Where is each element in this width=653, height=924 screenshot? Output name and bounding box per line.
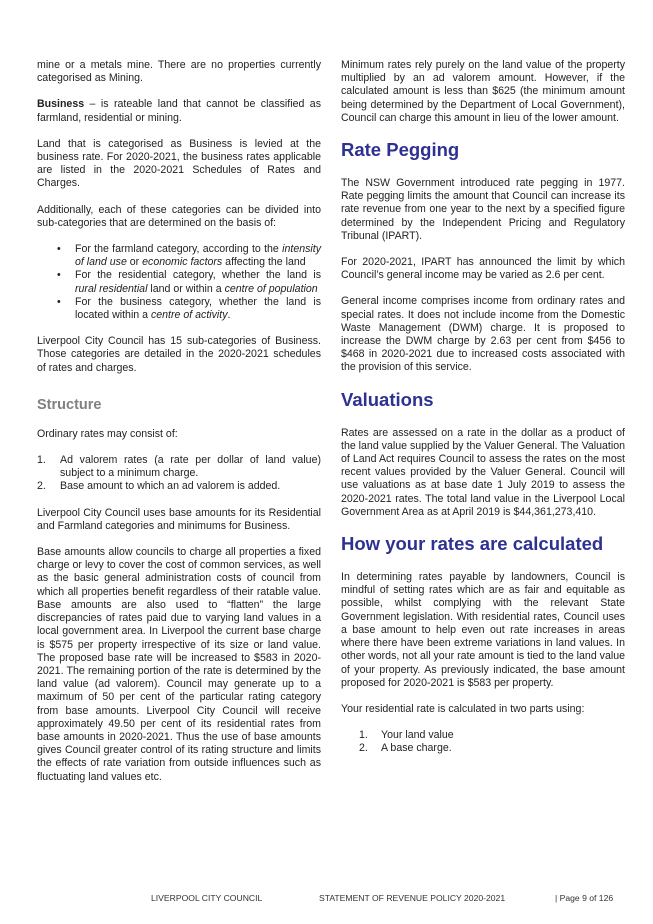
paragraph-general-income: General income comprises income from ordinary rates and special rates. It does not include income from the Domestic Waste Management (DWM) charge. It is proposed to increase the DWM charge by 2.63 per cent from $456 to $468 in 2020-2021 due to increased costs associated with the provision of this service. bbox=[341, 295, 625, 374]
list-item-business: • For the business category, whether the land is located within a centre of activity. bbox=[37, 296, 321, 322]
paragraph-sub-categories: Additionally, each of these categories can be divided into sub-categories that are determined on the basis of: bbox=[37, 203, 321, 229]
structure-heading: Structure bbox=[37, 396, 102, 413]
paragraph-business-definition: Business – is rateable land that cannot be classified as farmland, residential or mining. bbox=[37, 98, 321, 124]
paragraph-rate-pegging: The NSW Government introduced rate pegging in 1977. Rate pegging limits the amount that Council can increase its rate revenue from one year to the next by a specified figure determined by the Independent Pricing and Regulatory Tribunal (IPART). bbox=[341, 177, 625, 242]
list-item: 1. Your land value bbox=[359, 729, 454, 742]
list-item-farmland: • For the farmland category, according to the intensity of land use or economic factors affecting the land bbox=[37, 243, 321, 269]
paragraph-mining: mine or a metals mine. There are no properties currently categorised as Mining. bbox=[37, 59, 321, 85]
business-term: Business bbox=[37, 98, 85, 111]
paragraph-ipart-limit: For 2020-2021, IPART has announced the limit by which Council’s general income may be varied as 2.6 per cent. bbox=[341, 256, 625, 282]
paragraph-base-amounts-detail: Base amounts allow councils to charge all properties a fixed charge or levy to cover the cost of common services, as well as the basic general administration costs of council from which all properties benefit regardless of their ratable value. Base amounts are also used to “flatten” the large discrepancies of rates paid due to varying land values in a local government area. In Liverpool the current base charge is $575 per property irrespective of its size or land value. The proposed base rate will be increased to $583 in 2020-2021. The remaining portion of the rate is determined by the land value (ad valorem). Council may generate up to a maximum of 50 per cent of the particular rating category from base amounts. Liverpool City Council will receive approximately 49.50 per cent of its residential rates from base amounts in 2020-2021. Thus the use of base amounts gives Council greater control of its rating structure and limits the effects of rate variation from outside influences such as fluctuating land values etc. bbox=[37, 546, 321, 783]
rate-parts-list bbox=[341, 729, 625, 755]
valuations-heading: Valuations bbox=[341, 388, 434, 410]
footer-document-title: STATEMENT OF REVENUE POLICY 2020-2021 bbox=[319, 893, 506, 903]
paragraph-business-rate: Land that is categorised as Business is levied at the business rate. For 2020-2021, the business rates applicable are listed in the 2020-2021 Schedules of Rates and Charges. bbox=[37, 137, 321, 190]
paragraph-valuations: Rates are assessed on a rate in the dollar as a product of the land value supplied by the Valuer General. The Valuation of Land Act requires Council to assess the rates on the most recent values provided by the Valuer General. Council will use valuations as at base date 1 July 2019 to assess the 2020-2021 rates. The total land value in the Liverpool Local Government Area as at April 2019 is $44,361,273,410. bbox=[341, 426, 625, 518]
paragraph-base-amounts-usage: Liverpool City Council uses base amounts for its Residential and Farmland categories and minimums for Business. bbox=[37, 506, 321, 532]
list-item-residential: • For the residential category, whether the land is rural residential land or within a centre of population bbox=[37, 269, 321, 295]
list-item: 2. Base amount to which an ad valorem is added. bbox=[37, 480, 281, 493]
sub-category-list bbox=[37, 243, 321, 322]
paragraph-determining-rates: In determining rates payable by landowners, Council is mindful of setting rates which are as fair and equitable as possible, whilst complying with the relevant State Government legislation. With residential rates, Council uses a base amount to help even out rate increases in areas where there have been extreme variations in land values. In other words, not all your rate amount is tied to the land value of your property. As previously indicated, the base amount proposed for 2020-2021 is $583 per property. bbox=[341, 571, 625, 689]
rates-calculated-heading: How your rates are calculated bbox=[341, 533, 604, 555]
paragraph-ordinary-rates: Ordinary rates may consist of: bbox=[37, 427, 178, 440]
ordinary-rates-list bbox=[37, 454, 321, 494]
left-column bbox=[37, 59, 321, 797]
paragraph-minimum-rates: Minimum rates rely purely on the land value of the property multiplied by an ad valorem amount. However, if the calculated amount is less than $625 (the minimum amount being determined by the Department of Local Government), Council can charge this amount in lieu of the lower amount. bbox=[341, 59, 625, 124]
list-item: 1. Ad valorem rates (a rate per dollar of land value) subject to a minimum charge. bbox=[37, 454, 321, 480]
rate-pegging-heading: Rate Pegging bbox=[341, 139, 460, 161]
footer-organisation: LIVERPOOL CITY COUNCIL bbox=[151, 893, 263, 903]
right-column bbox=[341, 59, 625, 769]
list-item: 2. A base charge. bbox=[359, 742, 452, 755]
paragraph-two-parts: Your residential rate is calculated in two parts using: bbox=[341, 702, 585, 715]
footer-page-number: | Page 9 of 126 bbox=[555, 893, 614, 903]
paragraph-business-sub-categories: Liverpool City Council has 15 sub-categories of Business. Those categories are detailed in the 2020-2021 schedules of rates and charges. bbox=[37, 335, 321, 374]
